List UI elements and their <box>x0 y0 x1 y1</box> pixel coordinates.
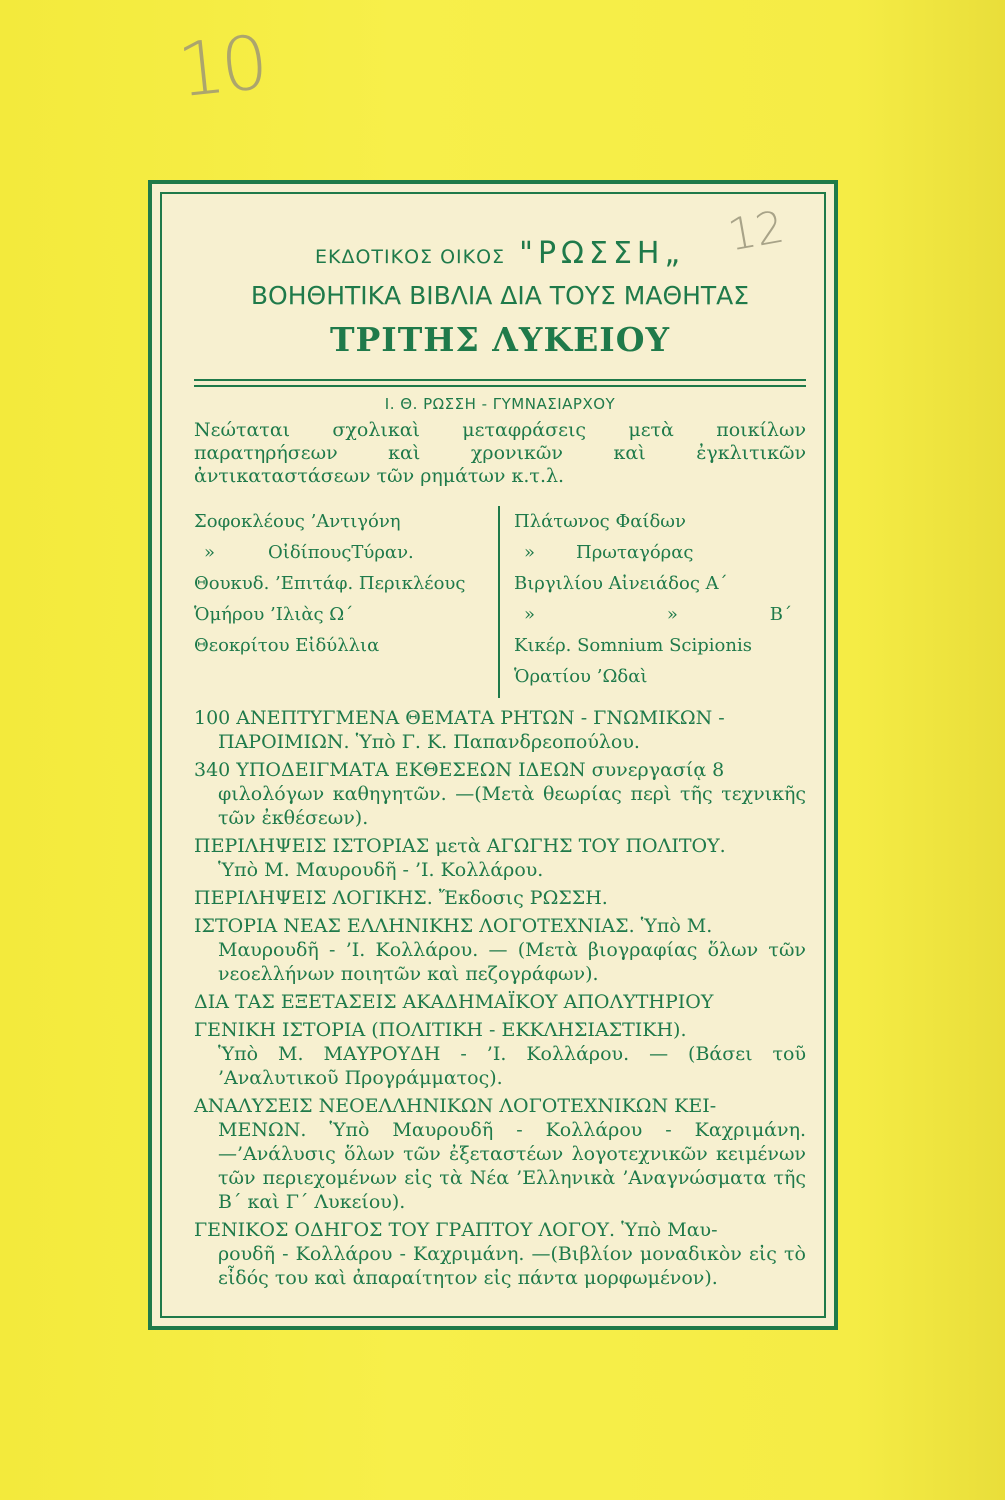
book-entry: ΓΕΝΙΚΗ ΙΣΤΟΡΙΑ (ΠΟΛΙΤΙΚΗ - ΕΚΚΛΗΣΙΑΣΤΙΚΗ). Ὑπὸ Μ. ΜΑΥΡΟΥΔΗ - ’Ι. Κολλάρου. — (Βάσει τοῦ ’Αναλυτικοῦ Προγράμματος). <box>194 1019 806 1089</box>
column-divider <box>498 506 500 698</box>
book-entry: 100 ΑΝΕΠΤΥΓΜΕΝΑ ΘΕΜΑΤΑ ΡΗΤΩΝ - ΓΝΩΜΙΚΩΝ - ΠΑΡΟΙΜΙΩΝ. Ὑπὸ Γ. Κ. Παπανδρεοπούλου. <box>194 707 725 753</box>
advertisement-frame <box>148 180 838 1330</box>
double-rule <box>194 379 806 387</box>
list-item: Θουκυδ. ’Επιτάφ. Περικλέους <box>194 573 466 594</box>
series-description: Νεώταται σχολικαὶ μεταφράσεις μετὰ ποικίλων παρατηρήσεων καὶ χρονικῶν καὶ ἐγκλιτικῶν ἀντικαταστάσεων τῶν ρημάτων κ.τ.λ. <box>194 419 806 487</box>
list-item: Κικέρ. Somnium Scipionis <box>514 635 752 656</box>
handwritten-box-number: 12 <box>723 201 789 262</box>
book-entry: ΠΕΡΙΛΗΨΕΙΣ ΙΣΤΟΡΙΑΣ μετὰ ΑΓΩΓΗΣ ΤΟΥ ΠΟΛΙΤΟΥ. Ὑπὸ Μ. Μαυρουδῆ - ’Ι. Κολλάρου. <box>194 835 726 881</box>
book-entry: ΑΝΑΛΥΣΕΙΣ ΝΕΟΕΛΛΗΝΙΚΩΝ ΛΟΓΟΤΕΧΝΙΚΩΝ ΚΕΙ- ΜΕΝΩΝ. Ὑπὸ Μαυρουδῆ - Κολλάρου - Καχριμάνη. —’Ανάλυσις ὅλων τῶν ἐξεταστέων λογοτεχνικῶν κειμένων τῶν περιεχομένων εἰς τὰ Νέα ’Ελληνικὰ ’Αναγνώσματα τῆς Β΄ καὶ Γ΄ Λυκείου). <box>194 1095 806 1213</box>
list-item: Θεοκρίτου Εἰδύλλια <box>194 635 380 656</box>
book-entry: ΠΕΡΙΛΗΨΕΙΣ ΛΟΓΙΚΗΣ. Ἔκδοσις ΡΩΣΣΗ. <box>194 887 608 909</box>
book-entry: ΙΣΤΟΡΙΑ ΝΕΑΣ ΕΛΛΗΝΙΚΗΣ ΛΟΓΟΤΕΧΝΙΑΣ. Ὑπὸ Μ. Μαυρουδῆ - ’Ι. Κολλάρου. — (Μετὰ βιογραφίας ὅλων τῶν νεοελλήνων ποιητῶν καὶ πεζογράφων). <box>194 915 806 985</box>
publisher-line <box>194 236 806 271</box>
list-item: Ὁμήρου ’Ιλιὰς Ω΄ <box>194 604 354 625</box>
main-title: ΤΡΙΤΗΣ ΛΥΚΕΙΟΥ <box>329 320 671 359</box>
publisher-prefix: ΕΚΔΟΤΙΚΟΣ ΟΙΚΟΣ <box>315 246 506 268</box>
list-item: » Πρωταγόρας <box>524 542 694 563</box>
book-entry: ΓΕΝΙΚΟΣ ΟΔΗΓΟΣ ΤΟΥ ΓΡΑΠΤΟΥ ΛΟΓΟΥ. Ὑπὸ Μαυ- ρουδῆ - Κολλάρου - Καχριμάνη. —(Βιβλίον μοναδικὸν εἰς τὸ εἶδός του καὶ ἀπαραίτητον εἰς πάντα μορφωμένον). <box>194 1219 806 1289</box>
list-item: Πλάτωνος Φαίδων <box>514 511 686 532</box>
publisher-name: "ΡΩΣΣΗ„ <box>519 236 685 271</box>
handwritten-page-number: 10 <box>173 19 269 115</box>
advertisement-content <box>194 236 806 1294</box>
list-item: Σοφοκλέους ’Αντιγόνη <box>194 511 401 532</box>
translations-right-column <box>500 506 806 692</box>
list-item: Βιργιλίου Αἰνειάδος Α΄ <box>514 573 728 594</box>
list-item: » » Β΄ <box>524 604 792 625</box>
book-entries <box>194 706 806 1290</box>
subtitle: ΒΟΗΘΗΤΙΚΑ ΒΙΒΛΙΑ ΔΙΑ ΤΟΥΣ ΜΑΘΗΤΑΣ <box>250 281 750 310</box>
list-item: Ὁρατίου ’Ωδαὶ <box>514 666 648 687</box>
list-item: » ΟἰδίπουςΤύραν. <box>204 542 414 563</box>
translations-list <box>194 506 806 692</box>
author-line: Ι. Θ. ΡΩΣΣΗ - ΓΥΜΝΑΣΙΑΡΧΟΥ <box>384 395 616 413</box>
book-entry: 340 ΥΠΟΔΕΙΓΜΑΤΑ ΕΚΘΕΣΕΩΝ ΙΔΕΩΝ συνεργασίᾳ 8 φιλολόγων καθηγητῶν. —(Μετὰ θεωρίας περὶ τῆς τεχνικῆς τῶν ἐκθέσεων). <box>194 759 806 829</box>
book-entry: ΔΙΑ ΤΑΣ ΕΞΕΤΑΣΕΙΣ ΑΚΑΔΗΜΑΪΚΟΥ ΑΠΟΛΥΤΗΡΙΟΥ <box>194 991 714 1013</box>
translations-left-column <box>194 506 500 692</box>
